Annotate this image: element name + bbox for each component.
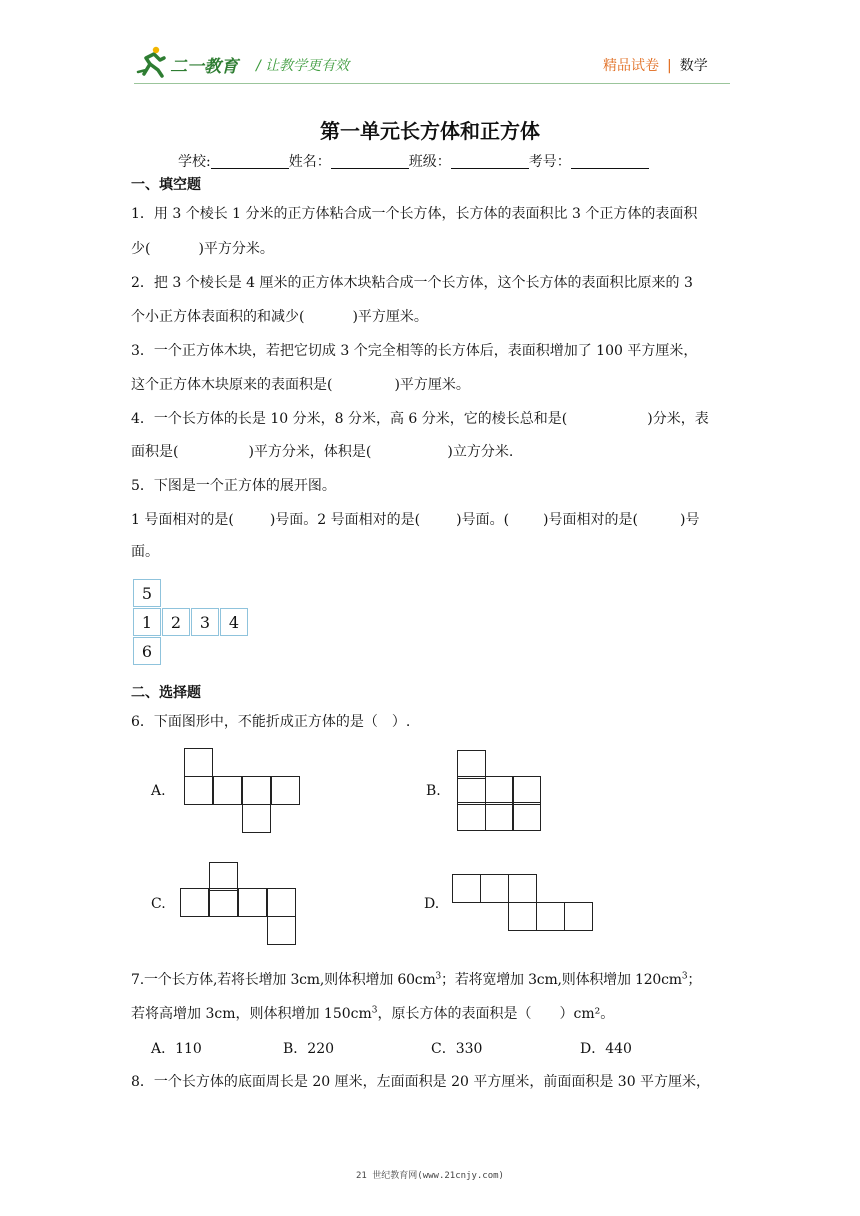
header-right xyxy=(603,55,708,75)
section-multiple-choice: 二、选择题 xyxy=(131,685,201,701)
q6-text: 6．下面图形中，不能折成正方体的是（ ）. xyxy=(131,714,411,730)
net-square xyxy=(485,802,514,831)
footer-source: 21 世纪教育网(www.21cnjy.com) xyxy=(356,1171,504,1181)
exam-no-label: 考号： xyxy=(528,154,571,170)
net-square xyxy=(480,874,509,903)
q2-line2 xyxy=(131,306,428,326)
q5-text-b: )号面。2 号面相对的是( xyxy=(269,512,421,528)
net-square xyxy=(242,776,271,805)
q5-text-a: 1 号面相对的是( xyxy=(131,512,234,528)
net-square xyxy=(485,776,514,805)
net-square xyxy=(271,776,300,805)
page-title: 第一单元长方体和正方体 xyxy=(320,119,540,143)
class-field[interactable] xyxy=(451,154,529,169)
q5-line2 xyxy=(131,509,699,529)
exponent: 3 xyxy=(371,1005,378,1016)
net-square xyxy=(209,888,238,917)
slogan: / 让教学更有效 xyxy=(256,58,350,74)
q7-choice-a[interactable]: A．110 xyxy=(151,1041,202,1057)
q7-line2 xyxy=(131,1003,614,1023)
q7-choice-c[interactable]: C．330 xyxy=(431,1041,483,1057)
runner-logo-icon xyxy=(136,46,166,78)
logo-text: 二一教育 xyxy=(170,57,238,77)
q2-text-a: 个小正方体表面积的和减少( xyxy=(131,309,305,325)
net-cell: 5 xyxy=(133,579,161,607)
q7-line1 xyxy=(131,969,701,989)
net-square xyxy=(267,916,296,945)
option-c-label[interactable]: C. xyxy=(151,896,166,912)
school-field[interactable] xyxy=(211,154,289,169)
subject-label: 数学 xyxy=(679,58,708,74)
net-square xyxy=(242,804,271,833)
q5-line1: 5．下图是一个正方体的展开图。 xyxy=(131,478,336,494)
net-square xyxy=(508,874,537,903)
q7-text-a: 7.一个长方体,若将长增加 3cm,则体积增加 60 xyxy=(131,972,415,988)
net-cell: 1 xyxy=(133,608,161,636)
net-square xyxy=(457,776,486,805)
net-square xyxy=(452,874,481,903)
cube-net-figure xyxy=(133,579,249,665)
q1-line1: 1．用 3 个棱长 1 分米的正方体粘合成一个长方体，长方体的表面积比 3 个正方体的表面积 xyxy=(131,206,698,222)
net-square xyxy=(512,776,541,805)
q7-text-d: 若将高增加 3cm，则体积增加 150 xyxy=(131,1006,351,1022)
q7-text-e: ，原长方体的表面积是（ ）cm²。 xyxy=(377,1006,615,1022)
net-square xyxy=(457,750,486,779)
net-square xyxy=(536,902,565,931)
q5-text-e: )号 xyxy=(679,512,700,528)
q7-choice-b[interactable]: B．220 xyxy=(283,1041,335,1057)
q3-text-a: 这个正方体木块原来的表面积是( xyxy=(131,377,333,393)
header-divider xyxy=(134,83,730,84)
exponent: 3 xyxy=(681,971,688,982)
net-square xyxy=(184,748,213,777)
q7-text-c: ； xyxy=(687,972,702,988)
net-square xyxy=(457,802,486,831)
exam-no-field[interactable] xyxy=(571,154,649,169)
header-separator: | xyxy=(667,58,672,74)
premium-tag: 精品试卷 xyxy=(603,58,659,74)
school-label: 学校: xyxy=(178,154,211,170)
q5-line3: 面。 xyxy=(131,544,159,560)
q4-text-e: )立方分米. xyxy=(447,444,514,460)
q7-choice-d[interactable]: D．440 xyxy=(580,1041,632,1057)
net-square xyxy=(267,888,296,917)
net-cell: 4 xyxy=(220,608,248,636)
option-d-label[interactable]: D. xyxy=(424,896,440,912)
q4-text-a: 4．一个长方体的长是 10 分米，8 分米，高 6 分米，它的棱长总和是( xyxy=(131,411,568,427)
q8-line1: 8．一个长方体的底面周长是 20 厘米，左面面积是 20 平方厘米，前面面积是 30 平方厘米， xyxy=(131,1074,711,1090)
net-square xyxy=(508,902,537,931)
q3-text-b: )平方厘米。 xyxy=(394,377,470,393)
q4-text-d: )平方分米，体积是( xyxy=(248,444,372,460)
q3-line2 xyxy=(131,374,470,394)
q4-line1 xyxy=(131,408,709,428)
name-label: 姓名： xyxy=(288,154,331,170)
net-square xyxy=(209,862,238,891)
net-cell: 2 xyxy=(162,608,190,636)
unit-cm: cm xyxy=(350,1006,372,1022)
option-b-label[interactable]: B. xyxy=(426,783,441,799)
q1-text-b: )平方分米。 xyxy=(198,241,274,257)
option-a-label[interactable]: A. xyxy=(151,783,166,799)
q4-text-c: 面积是( xyxy=(131,444,179,460)
unit-cm: cm xyxy=(661,972,682,988)
section-fill-blank: 一、填空题 xyxy=(131,177,201,193)
q2-text-b: )平方厘米。 xyxy=(352,309,428,325)
net-square xyxy=(512,802,541,831)
q5-text-c: )号面。( xyxy=(456,512,510,528)
q1-text-a: 少( xyxy=(131,241,151,257)
class-label: 班级： xyxy=(408,154,451,170)
q5-text-d: )号面相对的是( xyxy=(543,512,638,528)
exponent: 3 xyxy=(435,971,442,982)
net-square xyxy=(180,888,209,917)
q3-line1: 3．一个正方体木块，若把它切成 3 个完全相等的长方体后，表面积增加了 100 平方厘米， xyxy=(131,343,698,359)
net-square xyxy=(213,776,242,805)
q4-line2 xyxy=(131,441,513,461)
student-info xyxy=(178,151,649,171)
net-square xyxy=(184,776,213,805)
q4-text-b: )分米，表 xyxy=(647,411,709,427)
net-square xyxy=(564,902,593,931)
q2-line1: 2．把 3 个棱长是 4 厘米的正方体木块粘合成一个长方体，这个长方体的表面积比原来的 3 xyxy=(131,275,693,291)
net-cell: 6 xyxy=(133,637,161,665)
q1-line2 xyxy=(131,238,274,258)
net-cell: 3 xyxy=(191,608,219,636)
name-field[interactable] xyxy=(331,154,409,169)
unit-cm: cm xyxy=(414,972,436,988)
q7-text-b: ；若将宽增加 3cm,则体积增加 120 xyxy=(441,972,662,988)
net-square xyxy=(238,888,267,917)
